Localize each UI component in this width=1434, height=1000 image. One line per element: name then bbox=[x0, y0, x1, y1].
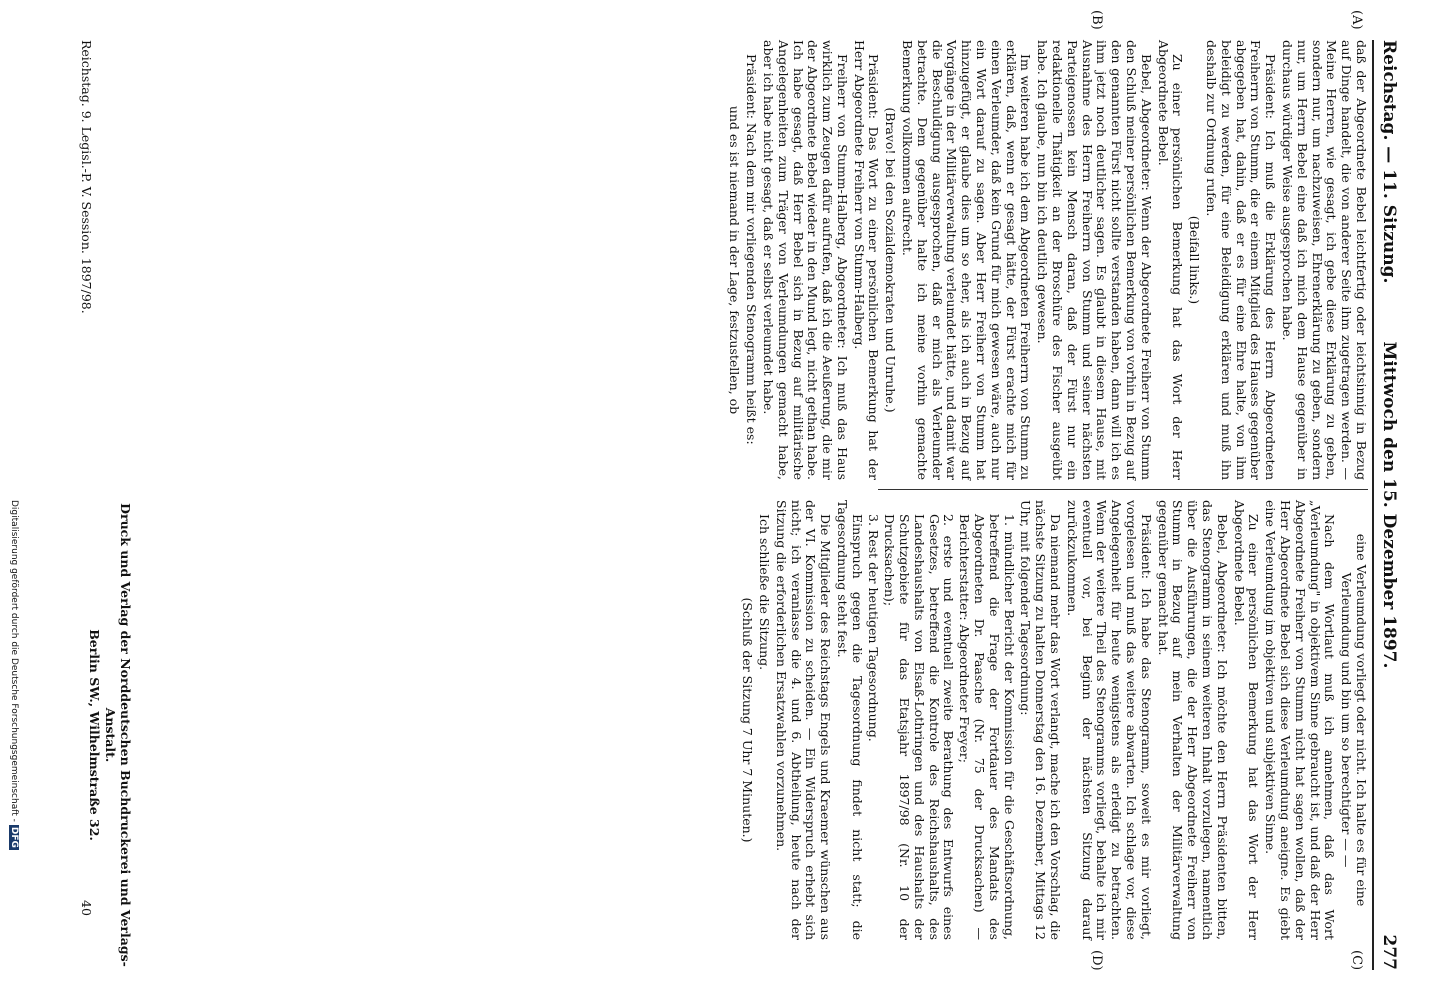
paragraph: Präsident: Nach dem mir vorliegenden Stenogramm heißt es: bbox=[744, 54, 760, 445]
margin-marker-c: (C) bbox=[1349, 950, 1364, 971]
paragraph: Ich schließe die Sitzung. bbox=[756, 514, 772, 671]
agenda-item: 2. erste und eventuell zweite Berathung des Entwurfs eines Gesetzes, betreffend die Kontrole des Reichshaushalts, des Landeshaushalts von Elsaß-Lothringen und des Haushalts der Schutzgebiete für das Etatsjahr 1897/98 (Nr. 10 der Drucksachen); bbox=[882, 514, 957, 940]
credit-text: Digitalisierung gefördert durch die Deutsche Forschungsgemeinschaft - bbox=[9, 500, 19, 822]
paragraph: Bebel, Abgeordneter: Wenn der Abgeordnete Freiherr von Stumm den Schluß meiner persönlichen Bemerkung von vorhin in Bezug auf den genannten Fürst nicht sollte verstanden haben, dann will ich es ihm jetzt noch deutlicher sagen. Es glaubt in diesem Hause, mit Ausnahme des Herrn Freiherrn von Stumm und seiner nächsten Parteigenossen kein Mensch daran, daß der Fürst nur ein redaktionelle Thätigkeit an der Broschüre des Fischer ausgeübt habe. Ich glaube, nun bin ich deutlich gewesen. bbox=[1035, 40, 1154, 480]
paragraph: (Bravo! bei den Sozialdemokraten und Unruhe.) bbox=[883, 107, 899, 413]
margin-marker-d: (D) bbox=[1089, 950, 1104, 971]
session-footer: Reichstag. 9. Legisl.-P. V. Session. 1897/98. bbox=[79, 40, 94, 314]
header-left: Reichstag. — 11. Sitzung. bbox=[1379, 40, 1399, 284]
running-header bbox=[1377, 40, 1399, 970]
paragraph: Präsident: Das Wort zu einer persönlichen Bemerkung hat der Herr Abgeordnete Freiherr von Stumm-Halberg. bbox=[851, 40, 882, 480]
header-date: Mittwoch den 15. Dezember 1897. bbox=[1379, 341, 1399, 669]
paragraph: eine Verleumdung vorliegt oder nicht. Ich halte es für eine Verleumdung und bin um so berechtigter — — bbox=[1339, 533, 1369, 907]
closing-note: (Schluß der Sitzung 7 Uhr 7 Minuten.) bbox=[740, 597, 756, 843]
paragraph: daß der Abgeordnete Bebel leichtfertig oder leichtsinnig in Bezug auf Dinge handelt, die von anderer Seite ihm zugetragen werden. — Meine Herren, wie gesagt, ich gebe diese Erklärung zu geben, sondern nur, um nachzuweisen, Ehrenerklärung zu geben, sondern nur, um Herrn Bebel eine daß ich mich dem Hause gegenüber in durchaus würdiger Weise ausgesprochen habe. bbox=[1280, 40, 1369, 480]
column-right bbox=[737, 500, 1368, 940]
imprint-line: Berlin SW., Wilhelmstraße 32. bbox=[87, 629, 102, 841]
paragraph: Präsident: Ich muß die Erklärung des Herrn Abgeordneten Freiherrn von Stumm, die er einem Mitglied des Hauses gegenüber abgegeben hat, dahin, daß er es für eine Ehre halte, von ihm beleidigt zu werden, für eine Beleidigung erklären und muß ihn deshalb zur Ordnung rufen. bbox=[1204, 40, 1279, 480]
paragraph: Präsident: Ich habe das Stenogramm, soweit es mir vorliegt, vorgelesen und muß das weitere abwarten. Ich schlage vor, diese Angelegenheit für heute wenigstens als erledigt zu betrachten. Wenn der weitere Theil des Stenogramms vorliegt, behalte ich mir eventuell vor, bei Beginn der nächsten Sitzung darauf zurückzukommen. bbox=[1064, 500, 1154, 940]
agenda-item: 3. Rest der heutigen Tagesordnung. bbox=[866, 514, 882, 742]
paragraph: Nach dem Wortlaut muß ich annehmen, daß das Wort „Verleumdung" in objektivem Sinne gebraucht ist, und daß der Herr Abgeordnete Freiherr von Stumm nicht hat sagen wollen, daß der Herr Abgeordnete Bebel sich diese Verleumdung aneigne. Es giebt eine Verleumdung im objektiven und subjektiven Sinne. bbox=[1263, 500, 1338, 940]
dfg-logo: DFG bbox=[9, 826, 19, 848]
margin-marker-a: (A) bbox=[1349, 10, 1364, 30]
agenda-item: 1. mündlicher Bericht der Kommission für die Geschäftsordnung, betreffend die Frage der Fortdauer des Mandats des Abgeordneten Dr. Paasche (Nr. 75 der Drucksachen) — Berichterstatter: Abgeordneter Freyer; bbox=[957, 514, 1017, 940]
page-number-top: 277 bbox=[1379, 934, 1399, 970]
digitization-credit bbox=[9, 500, 19, 1000]
paragraph: Bebel, Abgeordneter: Ich möchte den Herrn Präsidenten bitten, das Stenogramm in seinem weiteren Inhalt vorzulegen, namentlich über die Ausführungen, die der Herr Abgeordnete Freiherr von Stumm in Bezug auf mein Verhalten der Militärverwaltung gegenüber gemacht hat. bbox=[1155, 500, 1230, 940]
paragraph: Im weiteren habe ich dem Abgeordneten Freiherrn von Stumm zu erklären, daß, wenn er gesagt hätte, der Fürst erachte mich für einen Verleumder, daß kein Grund für mich gewesen wäre, auch nur ein Wort darauf zu sagen. Aber Herr Freiherr von Stumm hat hinzugefügt, er glaube dies um so eher, als ich auch in Bezug auf Vorgänge in der Militärverwaltung verleumdet hätte, und damit war die Beschuldigung ausgesprochen, daß er mich als Verleumder betrachte. Dem gegenüber halte ich meine vorhin gemachte Bemerkung vollkommen aufrecht. bbox=[900, 40, 1034, 480]
column-divider bbox=[878, 489, 1368, 490]
agenda-list bbox=[866, 500, 1016, 940]
header-rule bbox=[1372, 40, 1374, 970]
sheet-number: 40 bbox=[79, 900, 94, 916]
margin-marker-b: (B) bbox=[1089, 10, 1104, 30]
paragraph: Zu einer persönlichen Bemerkung hat das Wort der Herr Abgeordnete Bebel. bbox=[1155, 40, 1186, 480]
paragraph: Da niemand mehr das Wort verlangt, mache ich den Vorschlag, die nächste Sitzung zu halten Donnerstag den 16. Dezember, Mittags 12 Uhr, mit folgender Tagesordnung: bbox=[1018, 500, 1064, 940]
imprint-line: Druck und Verlag der Norddeutschen Buchdruckerei und Verlags-Anstalt. bbox=[103, 503, 133, 967]
paragraph: (Beifall links.) bbox=[1187, 215, 1203, 305]
paragraph: Zu einer persönlichen Bemerkung hat das Wort der Herr Abgeordnete Bebel. bbox=[1231, 500, 1262, 940]
paragraph: Freiherr von Stumm-Halberg, Abgeordneter: Ich muß das Haus wirklich zum Zeugen dafür aufrufen, daß ich die Aeußerung, die mir der Abgeordnete Bebel wieder in den Mund legt, nicht gethan habe. Ich habe gesagt, daß Herr Bebel sich in Bezug auf militärische Angelegenheiten zum Träger von Verleumdungen gemacht habe, aber ich habe nicht gesagt, daß er selbst verleumdet habe. bbox=[760, 40, 850, 480]
paragraph: und es ist niemand in der Lage, festzustellen, ob bbox=[727, 105, 743, 415]
paragraph: Einspruch gegen die Tagesordnung findet nicht statt; die Tagesordnung steht fest. bbox=[834, 500, 865, 940]
column-left bbox=[725, 40, 1368, 480]
paragraph: Die Mitglieder des Reichstags Engels und Kraemer wünschen aus der VI. Kommission zu scheiden. — Ein Widerspruch erhebt sich nicht; ich veranlasse die 4. und 6. Abtheilung, heute nach der Sitzung die erforderlichen Ersatzwahlen vorzunehmen. bbox=[773, 500, 834, 940]
